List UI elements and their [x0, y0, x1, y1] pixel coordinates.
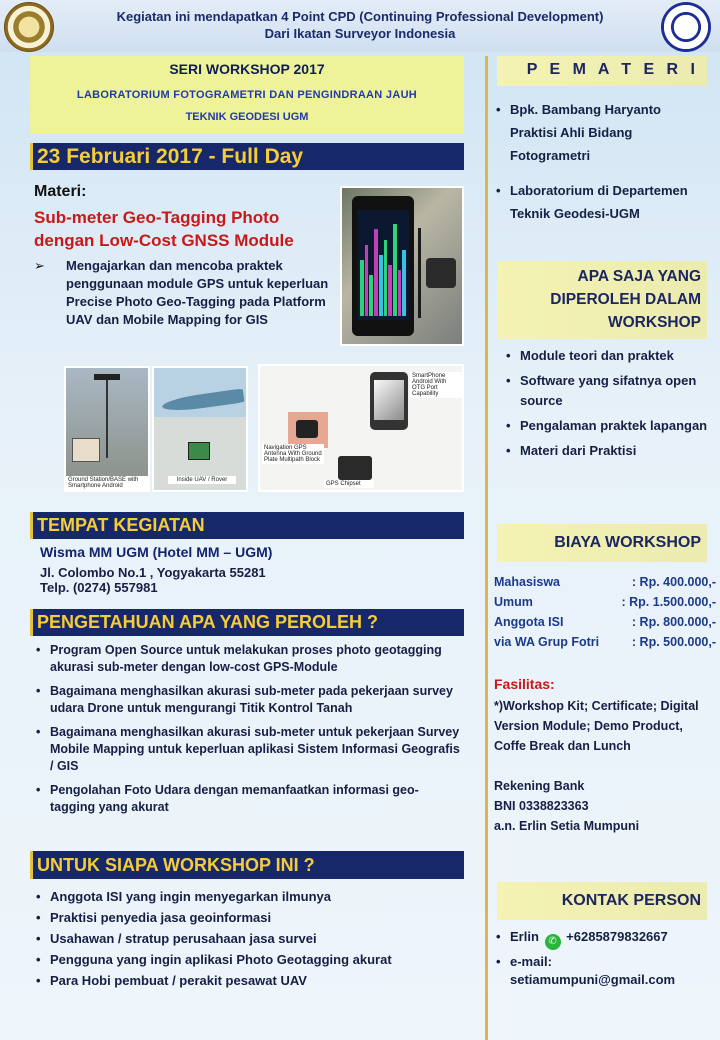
materi-headline: [34, 206, 294, 252]
benefits-heading: [497, 261, 707, 339]
fee-value: : Rp. 800.000,-: [631, 615, 716, 629]
station-box: [72, 438, 100, 462]
gps-board: [188, 442, 210, 460]
fee-row: [494, 632, 716, 652]
fee-table: [494, 572, 716, 652]
gps-kit-photo: [258, 364, 464, 492]
signal-bar: [402, 250, 406, 316]
signal-bar: [369, 275, 373, 316]
whatsapp-icon: ✆: [545, 934, 561, 950]
bank-info: [494, 776, 714, 836]
contact-email[interactable]: setiamumpuni@gmail.com: [510, 972, 676, 987]
facilities-label: Fasilitas:: [494, 676, 555, 692]
email-label: • e-mail:: [510, 954, 552, 969]
header-line-1: Kegiatan ini mendapatkan 4 Point CPD (Continuing Professional Development): [116, 9, 604, 24]
speakers-heading: P E M A T E R I: [497, 56, 707, 86]
column-divider: [485, 56, 488, 1040]
gnss-signal-screen: [357, 210, 409, 320]
fee-row: [494, 592, 716, 612]
signal-bar: [365, 245, 369, 316]
date-bar: 23 Februari 2017 - Full Day: [30, 143, 464, 170]
venue-address-block: [40, 565, 266, 595]
knowledge-heading: PENGETAHUAN APA YANG PEROLEH ?: [30, 609, 464, 636]
contact-heading: KONTAK PERSON: [497, 882, 707, 920]
knowledge-list: [36, 642, 462, 823]
isi-logo-icon: [661, 2, 711, 52]
signal-bar: [398, 270, 402, 316]
fee-label: via WA Grup Fotri: [494, 635, 600, 649]
signal-bar: [379, 255, 383, 316]
materi-headline-line-2: dengan Low-Cost GNSS Module: [34, 231, 294, 250]
caption-uav: Inside UAV / Rover: [168, 476, 236, 484]
fee-row: [494, 612, 716, 632]
fee-value: : Rp. 1.500.000,-: [621, 595, 716, 609]
series-box: [30, 56, 464, 134]
signal-bar: [360, 260, 364, 316]
caption-phone: SmartPhone Android With OTG Port Capability: [410, 372, 462, 398]
bank-account-number: BNI 0338823363: [494, 799, 589, 813]
contact-name: Erlin: [510, 929, 539, 944]
contact-phone-item: [496, 928, 718, 950]
header-line-2: Dari Ikatan Surveyor Indonesia: [264, 26, 456, 41]
benefits-heading-line-3: WORKSHOP: [608, 314, 701, 331]
benefits-heading-line-2: DIPEROLEH DALAM: [550, 291, 701, 308]
list-item: • Materi dari Praktisi: [506, 441, 710, 461]
phone-body: [352, 196, 414, 336]
materi-label: Materi:: [34, 183, 87, 200]
list-item: • Usahawan / stratup perusahaan jasa survei: [36, 928, 462, 949]
uav-photo: [152, 366, 248, 492]
list-item: • Praktisi penyedia jasa geoinformasi: [36, 907, 462, 928]
fee-label: Anggota ISI: [494, 615, 564, 629]
list-item: • Bagaimana menghasilkan akurasi sub-meter pada pekerjaan survey udara Drone untuk mengurangi Titik Kontrol Tanah: [36, 683, 462, 717]
list-item: • Bpk. Bambang Haryanto Praktisi Ahli Bidang Fotogrametri: [496, 98, 706, 167]
benefits-heading-line-1: APA SAJA YANG: [577, 268, 701, 285]
tripod-pole: [106, 378, 108, 458]
phone-display: [374, 380, 404, 420]
gps-module-device: [426, 258, 456, 288]
signal-bar: [388, 265, 392, 316]
fee-label: Umum: [494, 595, 533, 609]
gps-chipset-box: [338, 456, 372, 480]
contact-phone[interactable]: +6285879832667: [566, 929, 668, 944]
fee-row: [494, 572, 716, 592]
bank-account-name: a.n. Erlin Setia Mumpuni: [494, 819, 640, 833]
audience-list: [36, 886, 462, 991]
audience-heading: UNTUK SIAPA WORKSHOP INI ?: [30, 851, 464, 879]
bank-title: Rekening Bank: [494, 779, 585, 793]
contact-list: [496, 928, 718, 992]
fee-value: : Rp. 400.000,-: [631, 575, 716, 589]
caption-chipset: GPS Chipset: [324, 480, 374, 488]
materi-headline-line-1: Sub-meter Geo-Tagging Photo: [34, 208, 280, 227]
signal-bar: [393, 224, 397, 316]
list-item: • Pengguna yang ingin aplikasi Photo Geotagging akurat: [36, 949, 462, 970]
venue-address: Jl. Colombo No.1 , Yogyakarta 55281: [40, 565, 266, 580]
list-item: • Anggota ISI yang ingin menyegarkan ilmunya: [36, 886, 462, 907]
list-item: • Module teori dan praktek: [506, 346, 710, 366]
venue-heading: TEMPAT KEGIATAN: [30, 512, 464, 539]
list-item: • Bagaimana menghasilkan akurasi sub-meter untuk pekerjaan Survey Mobile Mapping untuk keperluan aplikasi Sistem Informasi Geografis / GIS: [36, 724, 462, 775]
series-lab: LABORATORIUM FOTOGRAMETRI DAN PENGINDRAAN JAUH: [76, 89, 418, 101]
list-item: • Pengalaman praktek lapangan: [506, 416, 710, 436]
benefits-list: [506, 346, 710, 466]
smartphone-photo: [340, 186, 464, 346]
venue-name: Wisma MM UGM (Hotel MM – UGM): [40, 544, 273, 560]
uav-fuselage: [161, 388, 244, 413]
usb-cable: [418, 228, 421, 318]
venue-phone: Telp. (0274) 557981: [40, 580, 158, 595]
navigation-antenna: [296, 420, 318, 438]
signal-bar: [374, 229, 378, 316]
materi-description: Mengajarkan dan mencoba praktek penggunaan module GPS untuk keperluan Precise Photo Geo-Tagging pada Platform UAV dan Mobile Mapping for GIS: [66, 258, 329, 327]
arrow-bullet-icon: ➢: [34, 258, 45, 273]
list-item: • Program Open Source untuk melakukan proses photo geotagging akurasi sub-meter dengan low-cost GPS-Module: [36, 642, 462, 676]
list-item: • Pengolahan Foto Udara dengan memanfaatkan informasi geo-tagging yang akurat: [36, 782, 462, 816]
fee-value: : Rp. 500.000,-: [631, 635, 716, 649]
series-title: SERI WORKSHOP 2017: [169, 61, 325, 77]
list-item: • Para Hobi pembuat / perakit pesawat UAV: [36, 970, 462, 991]
signal-bar: [384, 240, 388, 317]
facilities-text: *)Workshop Kit; Certificate; Digital Version Module; Demo Product, Coffe Break dan Lunch: [494, 699, 699, 753]
fees-heading: BIAYA WORKSHOP: [497, 524, 707, 562]
ground-station-photo: [64, 366, 150, 492]
series-dept: TEKNIK GEODESI UGM: [185, 111, 309, 123]
fee-label: Mahasiswa: [494, 575, 561, 589]
list-item: • Laboratorium di Departemen Teknik Geodesi-UGM: [496, 179, 706, 225]
speakers-list: [496, 98, 706, 237]
ugm-logo-icon: [4, 2, 54, 52]
list-item: • Software yang sifatnya open source: [506, 371, 710, 411]
caption-ground-station: Ground Station/BASE with Smartphone Android: [66, 476, 148, 490]
contact-email-item: [496, 953, 718, 989]
cpd-header: [0, 0, 720, 52]
antenna-head: [94, 374, 120, 380]
android-phone: [370, 372, 408, 430]
caption-antenna: Navigation GPS Antenna With Ground Plate Multipath Block: [262, 444, 324, 464]
